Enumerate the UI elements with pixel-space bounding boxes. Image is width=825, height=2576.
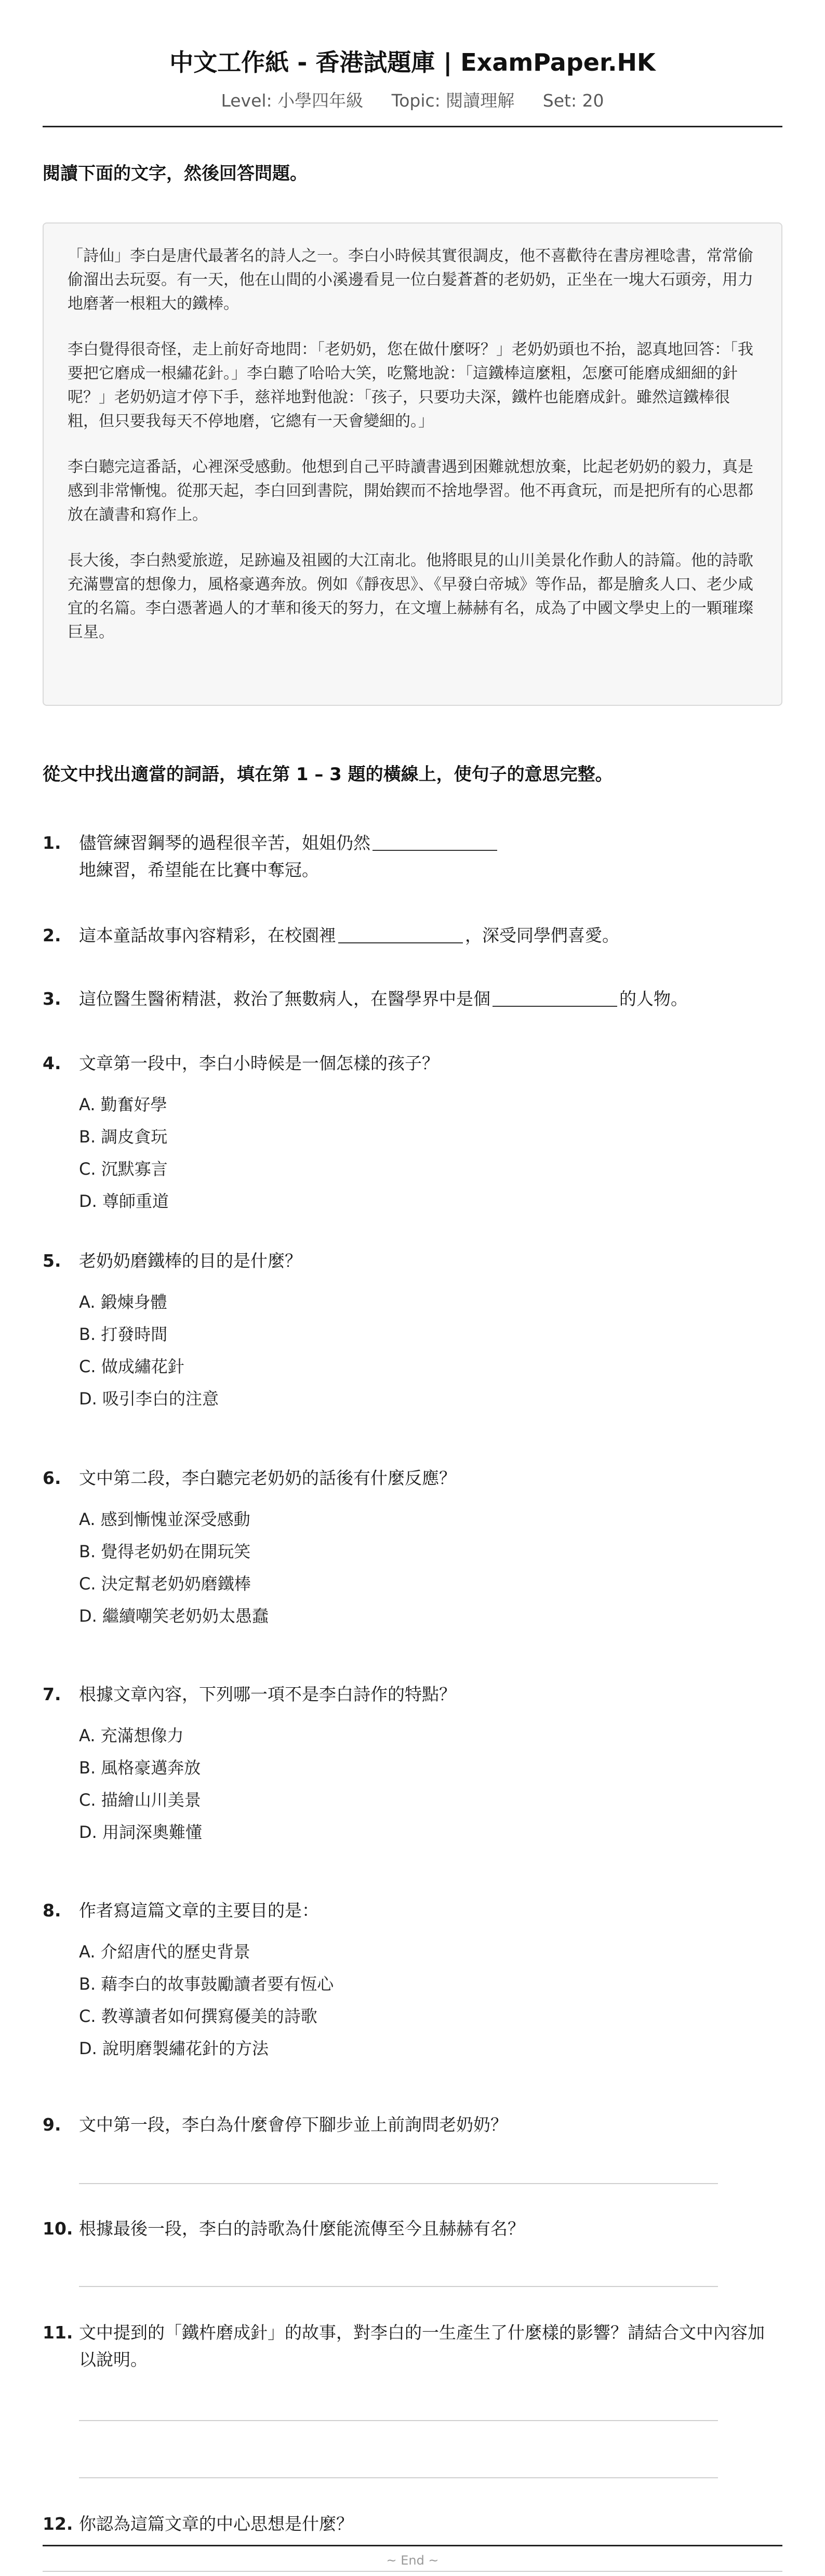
option-c[interactable]: C. 教導讀者如何撰寫優美的詩歌 [79,2006,317,2026]
fill-in-instruction: 從文中找出適當的詞語，填在第 1 – 3 題的橫線上，使句子的意思完整。 [43,764,613,785]
question-number: 12. [43,2514,73,2534]
question-10 [43,2215,782,2242]
option-list [79,1088,782,1217]
question-number: 7. [43,1684,61,1704]
question-text: 你認為這篇文章的中心思想是什麼？ [79,2514,353,2534]
question-1 [43,830,782,884]
option-b[interactable]: B. 打發時間 [79,1324,168,1344]
option-b[interactable]: B. 風格豪邁奔放 [79,1758,201,1778]
question-text: 地練習，希望能在比賽中奪冠。 [79,860,319,880]
option-b[interactable]: B. 藉李白的故事鼓勵讀者要有恆心 [79,1974,334,1994]
option-list [79,1719,782,1848]
question-text: 文中第一段，李白為什麼會停下腳步並上前詢問老奶奶？ [79,2114,508,2135]
answer-blank[interactable] [493,987,617,1007]
question-text: 根據最後一段，李白的詩歌為什麼能流傳至今且赫赫有名？ [79,2218,525,2239]
question-number: 4. [43,1053,61,1073]
option-d[interactable]: D. 繼續嘲笑老奶奶太愚蠢 [79,1606,269,1626]
option-a[interactable]: A. 鍛煉身體 [79,1292,167,1312]
question-number: 2. [43,925,61,945]
header-divider [43,126,782,127]
question-number: 3. [43,989,61,1009]
question-text: ，深受同學們喜愛。 [465,925,619,945]
question-12 [43,2511,782,2538]
question-number: 8. [43,1900,61,1921]
page-title: 中文工作紙 - 香港試題庫 | ExamPaper.HK [169,48,656,76]
option-c[interactable]: C. 做成繡花針 [79,1357,184,1376]
option-c[interactable]: C. 描繪山川美景 [79,1790,201,1810]
question-number: 5. [43,1251,61,1271]
question-text: 作者寫這篇文章的主要目的是： [79,1900,319,1921]
question-text: 文章第一段中，李白小時候是一個怎樣的孩子？ [79,1053,439,1073]
question-9 [43,2111,782,2138]
answer-line[interactable] [79,2286,718,2287]
question-text: 根據文章內容，下列哪一項不是李白詩作的特點？ [79,1684,456,1704]
option-a[interactable]: A. 勤奮好學 [79,1095,167,1114]
option-a[interactable]: A. 介紹唐代的歷史背景 [79,1942,250,1962]
option-c[interactable]: C. 沉默寡言 [79,1159,168,1179]
question-4 [43,1050,782,1217]
question-number: 11. [43,2322,73,2343]
option-list [79,1286,782,1415]
question-text: 儘管練習鋼琴的過程很辛苦，姐姐仍然 [79,833,370,853]
passage-paragraph-3: 李白聽完這番話，心裡深受感動。他想到自己平時讀書遇到困難就想放棄，比起老奶奶的毅力，真是感到非常慚愧。從那天起，李白回到書院，開始鍥而不捨地學習。他不再貪玩，而是把所有的心思都放在讀書和寫作上。 [68,458,753,524]
question-number: 9. [43,2114,61,2135]
passage-paragraph-4: 長大後，李白熱愛旅遊，足跡遍及祖國的大江南北。他將眼見的山川美景化作動人的詩篇。他的詩歌充滿豐富的想像力，風格豪邁奔放。例如《靜夜思》、《早發白帝城》等作品，都是膾炙人口、老少咸宜的名篇。李白憑著過人的才華和後天的努力，在文壇上赫赫有名，成為了中國文學史上的一顆璀璨巨星。 [68,551,753,641]
question-7 [43,1681,782,1848]
option-b[interactable]: B. 覺得老奶奶在開玩笑 [79,1542,251,1561]
option-d[interactable]: D. 吸引李白的注意 [79,1389,219,1409]
question-text: 老奶奶磨鐵棒的目的是什麼？ [79,1251,302,1271]
answer-line[interactable] [79,2183,718,2184]
question-5 [43,1247,782,1415]
passage-paragraph-2: 李白覺得很奇怪，走上前好奇地問：「老奶奶，您在做什麼呀？」老奶奶頭也不抬，認真地回答：「我要把它磨成一根繡花針。」李白聽了哈哈大笑，吃驚地說：「這鐵棒這麼粗，怎麼可能磨成細細的針呢？」老奶奶這才停下手，慈祥地對他說：「孩子，只要功夫深，鐵杵也能磨成針。雖然這鐵棒很粗，但只要我每天不停地磨，它總有一天會變細的。」 [68,340,753,430]
question-number: 10. [43,2218,73,2239]
worksheet-meta [0,87,825,112]
option-list [79,1936,782,2065]
question-6 [43,1465,782,1632]
question-11 [43,2319,782,2373]
option-d[interactable]: D. 尊師重道 [79,1191,169,1211]
question-number: 6. [43,1468,61,1488]
end-marker: ~ End ~ [386,2553,439,2568]
option-d[interactable]: D. 說明磨製繡花針的方法 [79,2039,269,2058]
passage-paragraph-1: 「詩仙」李白是唐代最著名的詩人之一。李白小時候其實很調皮，他不喜歡待在書房裡唸書，常常偷偷溜出去玩耍。有一天，他在山間的小溪邊看見一位白髮蒼蒼的老奶奶，正坐在一塊大石頭旁，用力地磨著一根粗大的鐵棒。 [68,247,753,313]
answer-line[interactable] [79,2477,718,2478]
option-list [79,1503,782,1632]
reading-instruction: 閱讀下面的文字，然後回答問題。 [43,163,308,184]
question-3 [43,985,782,1013]
question-text: 這位醫生醫術精湛，救治了無數病人，在醫學界中是個 [79,989,490,1009]
footer-answer-line [43,2571,782,2572]
answer-blank[interactable] [338,924,463,943]
set-label: Set: 20 [542,90,604,111]
question-2 [43,922,782,949]
option-a[interactable]: A. 感到慚愧並深受感動 [79,1509,250,1529]
option-d[interactable]: D. 用詞深奧難懂 [79,1822,202,1842]
question-text: 文中提到的「鐵杵磨成針」的故事，對李白的一生產生了什麼樣的影響？請結合文中內容加以說明。 [79,2322,765,2370]
reading-passage [43,222,782,706]
question-text: 的人物。 [619,989,688,1009]
question-text: 這本童話故事內容精彩，在校園裡 [79,925,336,945]
answer-line[interactable] [79,2420,718,2421]
option-a[interactable]: A. 充滿想像力 [79,1726,184,1745]
topic-label: Topic: 閱讀理解 [391,90,515,111]
footer-divider [43,2545,782,2546]
answer-blank[interactable] [372,831,497,851]
question-text: 文中第二段，李白聽完老奶奶的話後有什麼反應？ [79,1468,456,1488]
question-number: 1. [43,833,61,853]
option-b[interactable]: B. 調皮貪玩 [79,1127,168,1147]
level-label: Level: 小學四年級 [221,90,364,111]
option-c[interactable]: C. 決定幫老奶奶磨鐵棒 [79,1574,251,1594]
question-8 [43,1897,782,2065]
